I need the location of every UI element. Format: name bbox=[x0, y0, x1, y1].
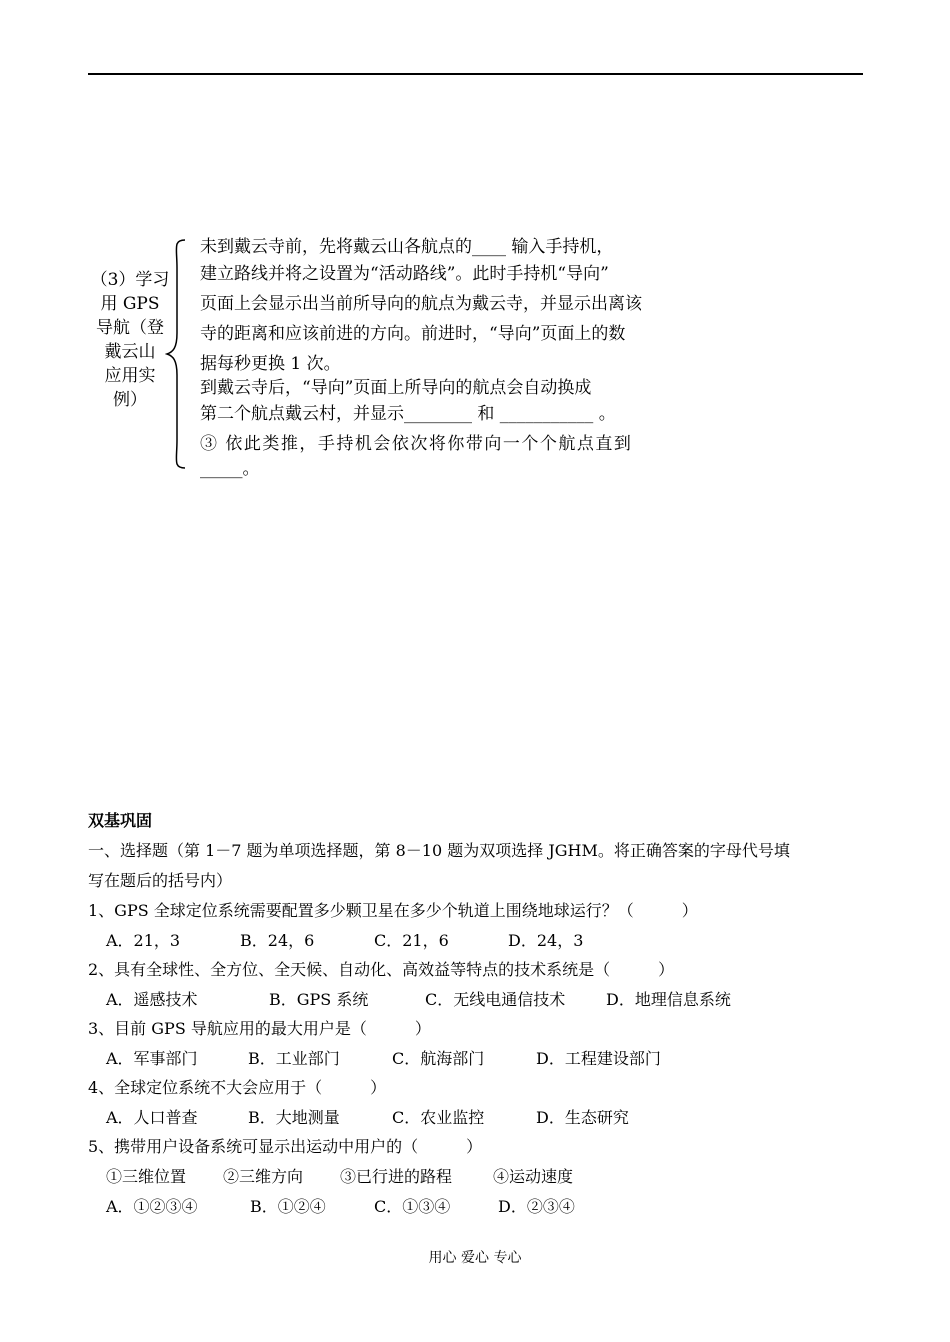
label-line: 导航（登 bbox=[96, 318, 164, 338]
statements-q5 bbox=[0, 1164, 950, 1186]
step-line: 据每秒更换 1 次。 bbox=[200, 354, 341, 374]
option: B．GPS 系统 bbox=[269, 990, 369, 1009]
question-4: 4、全球定位系统不大会应用于（ ） bbox=[88, 1078, 387, 1097]
option: C．农业监控 bbox=[392, 1108, 485, 1127]
options-q2 bbox=[0, 987, 950, 1009]
option: C．①③④ bbox=[374, 1197, 451, 1216]
options-q5 bbox=[0, 1194, 950, 1216]
question-3: 3、目前 GPS 导航应用的最大用户是（ ） bbox=[88, 1019, 431, 1038]
instruction-line: 一、选择题（第 1－7 题为单项选择题，第 8－10 题为双项选择 JGHM。将正确答案的字母代号填 bbox=[88, 841, 790, 860]
label-line: 应用实 bbox=[104, 366, 156, 386]
option: A．军事部门 bbox=[106, 1049, 198, 1068]
options-q4 bbox=[0, 1105, 950, 1127]
label-line: （3）学习 bbox=[90, 270, 170, 290]
statement: ④运动速度 bbox=[493, 1167, 574, 1186]
page-footer: 用心 爱心 专心 bbox=[428, 1250, 522, 1266]
label-line: 戴云山 bbox=[104, 342, 156, 362]
option: C．21，6 bbox=[374, 931, 449, 950]
statement: ①三维位置 bbox=[106, 1167, 187, 1186]
curly-brace bbox=[165, 238, 195, 470]
step-line: 未到戴云寺前，先将戴云山各航点的____ 输入手持机， bbox=[200, 237, 614, 257]
option: A．遥感技术 bbox=[106, 990, 198, 1009]
section-title: 双基巩固 bbox=[88, 811, 153, 830]
option: D．②③④ bbox=[498, 1197, 575, 1216]
step-line: 寺的距离和应该前进的方向。前进时，“导向”页面上的数 bbox=[200, 324, 626, 344]
option: B．大地测量 bbox=[248, 1108, 340, 1127]
option: C．航海部门 bbox=[392, 1049, 485, 1068]
statement: ③已行进的路程 bbox=[340, 1167, 453, 1186]
step-line: 页面上会显示出当前所导向的航点为戴云寺，并显示出离该 bbox=[200, 294, 642, 314]
option: A．①②③④ bbox=[106, 1197, 198, 1216]
step-line: _____。 bbox=[200, 459, 260, 479]
option: A．21，3 bbox=[106, 931, 181, 950]
option: B．24，6 bbox=[240, 931, 315, 950]
statement: ②三维方向 bbox=[223, 1167, 304, 1186]
option: D．工程建设部门 bbox=[536, 1049, 661, 1068]
option: A．人口普查 bbox=[106, 1108, 198, 1127]
question-1: 1、GPS 全球定位系统需要配置多少颗卫星在多少个轨道上围绕地球运行？（ ） bbox=[88, 901, 698, 920]
step-line: 到戴云寺后，“导向”页面上所导向的航点会自动换成 bbox=[200, 378, 592, 398]
step-line: 建立路线并将之设置为“活动路线”。此时手持机“导向” bbox=[200, 264, 609, 284]
option: D．24，3 bbox=[508, 931, 584, 950]
question-2: 2、具有全球性、全方位、全天候、自动化、高效益等特点的技术系统是（ ） bbox=[88, 960, 675, 979]
step-line: 第二个航点戴云村，并显示________ 和 ___________ 。 bbox=[200, 404, 616, 424]
header-rule bbox=[88, 73, 863, 75]
options-q3 bbox=[0, 1046, 950, 1068]
option: C．无线电通信技术 bbox=[425, 990, 566, 1009]
label-line: 用 GPS bbox=[100, 294, 160, 314]
option: D．地理信息系统 bbox=[606, 990, 731, 1009]
step-line: ③ 依此类推，手持机会依次将你带向一个个航点直到 bbox=[200, 434, 633, 454]
option: B．①②④ bbox=[250, 1197, 326, 1216]
instruction-line: 写在题后的括号内） bbox=[88, 871, 233, 890]
option: D．生态研究 bbox=[536, 1108, 629, 1127]
options-q1 bbox=[0, 928, 950, 950]
option: B．工业部门 bbox=[248, 1049, 340, 1068]
question-5: 5、携带用户设备系统可显示出运动中用户的（ ） bbox=[88, 1137, 483, 1156]
label-line: 例） bbox=[113, 390, 147, 410]
